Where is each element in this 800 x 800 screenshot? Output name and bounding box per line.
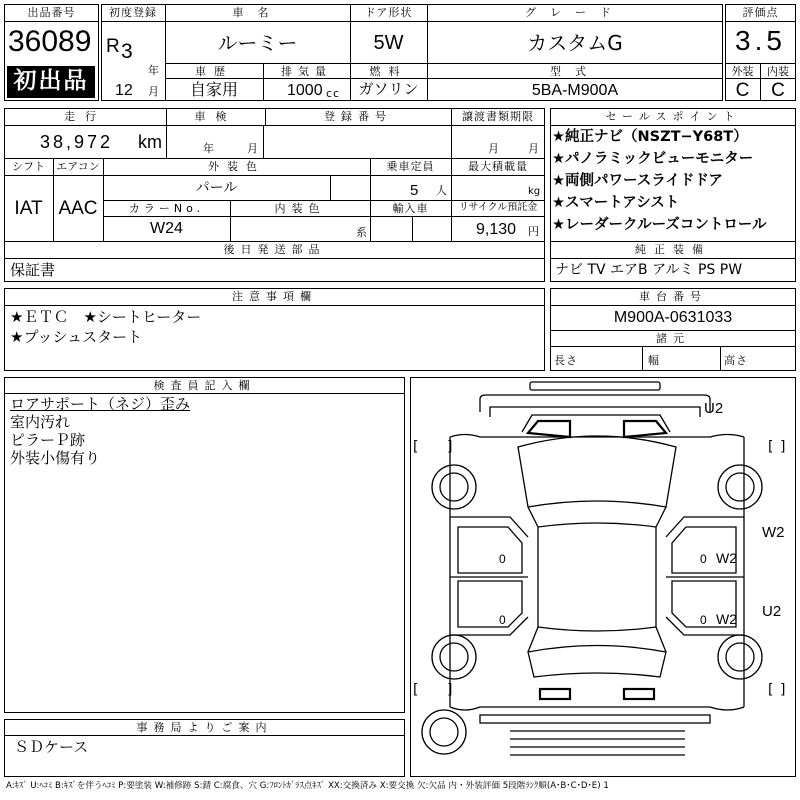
history-value: 自家用 [189,80,238,99]
damage-mark-w2-front-door: W2 [716,550,737,566]
inspector-line: ピラーＰ跡 [10,431,86,449]
bracket-left-bottom: [ [413,682,419,698]
notes-line: ★プッシュスタート [10,328,143,346]
damage-mark-w2-rear-door: W2 [716,611,737,627]
score-label: 評価点 [742,6,779,19]
history-label: 車歴 [195,65,233,78]
office-title: 事務局よりご案内 [136,721,273,734]
color-no-value: W24 [150,220,183,237]
car-name: ルーミー [217,31,298,55]
bracket-right-top-r: ] [780,439,786,455]
door-type: 5W [373,32,404,54]
inspector-title: 検査員記入欄 [153,379,256,392]
aircon-value: AAC [58,198,98,219]
inspector-line: ロアサポート（ネジ）歪み [10,395,191,413]
bracket-right-top: ] [447,439,453,455]
recycle-label: リサイクル預託金 [458,202,538,213]
recycle-value: 9,130 [476,221,517,238]
color-value: パール [195,180,238,196]
interior-color-unit: 系 [356,226,368,239]
plate-label: 登録番号 [324,110,392,123]
damage-mark-zero-rr: 0 [700,613,707,627]
displacement-unit: cc [326,87,341,100]
mileage-label: 走行 [64,110,106,123]
capacity-value: 5 [410,182,419,199]
year-unit: 年 [148,64,160,77]
exterior-grade: C [735,80,750,101]
interior-color-label: 内装色 [274,202,326,215]
transfer-month-unit: 月 [488,142,500,155]
transfer-day-unit: 月 [528,142,540,155]
fuel-label: 燃料 [369,65,408,78]
inspector-line: 外装小傷有り [10,449,101,467]
car-diagram [410,377,796,777]
damage-mark-zero-lr: 0 [499,613,506,627]
office-value: ＳＤケース [14,738,89,756]
bracket-left-bottom-r: [ [768,682,774,698]
displacement-value: 1000 [287,82,323,99]
damage-mark-u2-top: U2 [704,400,724,417]
selling-points-title: セールスポイント [605,110,741,123]
notes-line: ★ＥＴＣ ★シートヒーター [10,308,202,326]
chassis-title: 車台番号 [639,290,707,303]
selling-point-item: ★スマートアシスト [552,195,680,211]
selling-point-item: ★レーダークルーズコントロール [552,217,767,233]
door-label: ドア形状 [364,6,413,19]
model-label: 型式 [550,65,600,78]
dims-label: 諸元 [656,332,690,345]
mileage-unit: km [138,132,162,152]
bracket-left-top: [ [413,439,419,455]
notes-title: 注意事項欄 [232,290,317,303]
recycle-unit: 円 [528,225,540,238]
mileage-value: 38,972 [40,132,114,152]
bracket-right-bottom-r: ] [780,682,786,698]
grade-label: グレード [525,6,625,19]
later-parts-value: 保証書 [10,261,56,279]
selling-point-item: ★パノラミックビューモニター [552,151,754,167]
damage-mark-w2-right: W2 [762,524,785,541]
load-label: 最大積載量 [468,160,528,173]
reg-month: 12 [115,82,133,99]
equipment-title: 純正装備 [635,243,711,256]
exterior-label: 外装 [731,65,754,78]
color-no-label: カラーNo. [128,202,205,215]
legend: A:ｷｽﾞ U:ﾍｺﾐ B:ｷｽﾞを伴うﾍｺﾐ P:要塗装 W:補修跡 S:錆 C:腐食、穴 G:ﾌﾛﾝﾄｶﾞﾗｽ点ｷｽﾞ XX:交換済み X:要交換 欠:欠品 内・外装評価 5段階ﾗﾝｸ順(A･B･C･D･E) 1 [6,781,609,791]
damage-mark-zero-lf: 0 [499,552,506,566]
color-label: 外装色 [208,160,265,173]
aircon-label: エアコン [56,160,100,173]
first-listing-label: 初出品 [13,68,89,94]
shift-label: シフト [12,160,45,173]
model-value: 5BA-M900A [531,82,619,99]
transfer-label: 譲渡書類期限 [462,110,534,123]
inspector-line: 室内汚れ [10,413,71,431]
shift-value: IAT [14,198,43,219]
era-letter: R [106,36,120,57]
damage-mark-u2-right: U2 [762,603,782,620]
bracket-left-top-r: [ [768,439,774,455]
grade-value: カスタムG [527,31,623,55]
car-name-label: 車名 [232,6,283,19]
chassis-value: M900A-0631033 [613,309,733,326]
interior-label: 内装 [767,65,789,78]
selling-point-item: ★両側パワースライドドア [552,173,723,189]
capacity-unit: 人 [436,184,448,197]
lot-number: 36089 [8,25,92,58]
era-year: 3 [121,40,133,63]
bracket-right-bottom: ] [447,682,453,698]
fuel-value: ガソリン [358,80,419,98]
score-value: 3.5 [735,25,786,56]
height-label: 高さ [724,354,748,367]
inspection-year-unit: 年 [203,142,215,155]
width-label: 幅 [648,354,660,367]
interior-grade: C [771,80,785,101]
inspection-label: 車検 [194,110,237,123]
later-parts-label: 後日発送部品 [223,243,326,256]
inspection-month-unit: 月 [247,142,259,155]
capacity-label: 乗車定員 [386,160,435,173]
displacement-label: 排気量 [281,65,332,78]
length-label: 長さ [554,354,578,367]
selling-point-item: ★純正ナビ（NSZT−Y68T） [552,129,748,145]
load-unit: kg [528,186,541,197]
import-label: 輸入車 [392,202,429,215]
lot-label: 出品番号 [27,6,76,19]
equipment-value: ナビ TV エアB アルミ PS PW [555,262,743,278]
month-unit: 月 [148,85,160,98]
damage-mark-zero-rf: 0 [700,552,707,566]
first-reg-label: 初度登録 [109,6,157,19]
